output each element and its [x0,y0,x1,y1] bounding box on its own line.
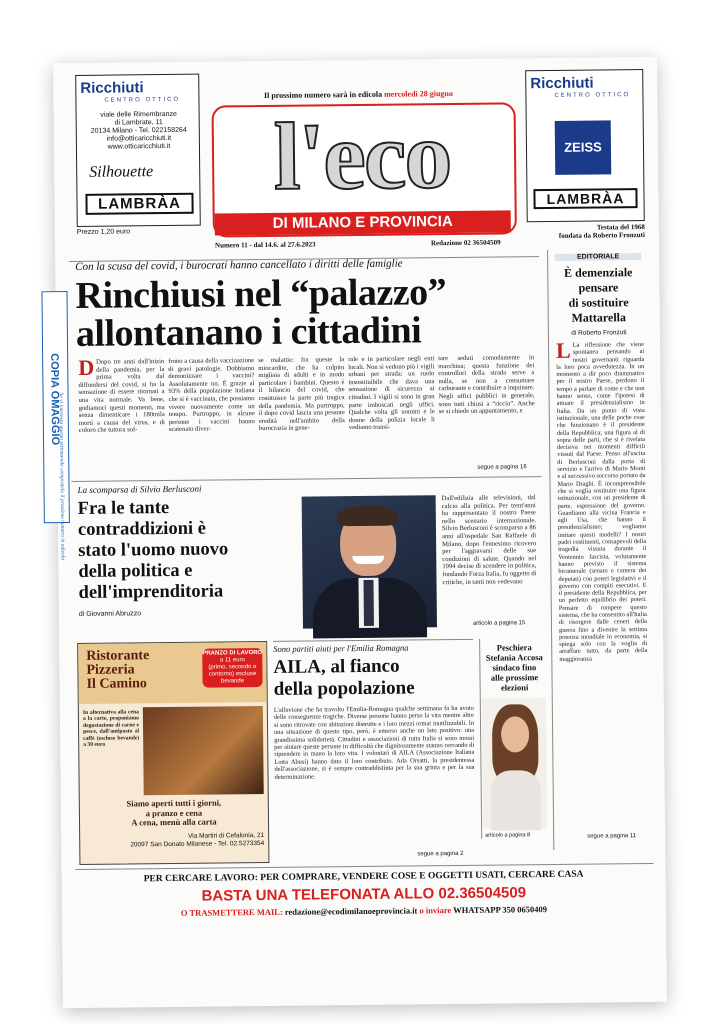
editorial-headline: È demenziale pensare di sostituire Mattarella [564,265,633,325]
berlusconi-kicker: La scomparsa di Silvio Berlusconi [77,483,202,495]
peschiera-photo [482,698,547,829]
lead-col-2: frono a causa della vaccinazione di gravi patologie. Dobbiamo demonizzare i vaccini? Assolutamente no. È grazie al 93% della popolazione italiana che si è vaccinata, che possiamo vivere nuovamente come un tempo. Purtroppo, in alcune persone i vaccini hanno scatenato diver- [168,357,255,434]
berlusconi-continue[interactable]: articolo a pagina 15 [472,620,526,627]
aila-continue[interactable]: segue a pagina 2 [417,850,464,858]
aila-headline: AILA, al fianco della popolazione [273,655,415,700]
ad-left-address3: 20134 Milano - Tel. 022158264 [90,126,187,135]
footer-whatsapp[interactable]: WHATSAPP 350 0650409 [453,904,548,916]
logo: l'eco [273,101,451,210]
berlusconi-body: Dall'edilizia alle televisioni, dal calcio alla politica. Per trent'anni ha rappresentato il nostro Paese nello scenario internazionale. Silvio Berlusconi è scomparso a 86 anni all'ospedale San Raffaele di Milano, dopo l'ennesimo ricovero per l'aggravarsi delle sue condizioni di salute. Quando nel 1994 decise di scendere in politica, fondando Forza Italia, fu oggetto di critiche, in tanti non vedevano [441,494,537,586]
ad-left-brand: Ricchiuti [80,79,144,97]
berlusconi-headline: Fra le tante contraddizioni è stato l'uomo nuovo della politica e dell'imprenditoria [77,497,229,603]
restaurant-name-3: Il Camino [86,676,147,692]
ad-left-address1: viale delle Rimembranze [100,110,177,119]
restaurant-address-1: Via Martiri di Cefalonia, 21 [188,832,265,840]
restaurant-side-text: In alternativa alla cena a la carte, proponiamo degustazione di carne e pesce, dall'antipasto al caffè (escluse bevande) a 30 euro [82,709,140,748]
editorial-continue[interactable]: segue a pagina 11 [587,833,637,840]
footer-mail[interactable]: redazione@ecodimilanoeprovincia.it [284,905,418,917]
ad-left-address2: di Lambrate, 11 [114,119,163,127]
restaurant-hours-2: a pranzo e cena [145,807,203,818]
ad-left-site: www.otticaricchiuti.it [107,142,171,151]
editorial-label: EDITORIALE [555,253,641,261]
issue-number: Numero 11 - dal 14.6. al 27.6.2023 [214,240,316,250]
lead-col-5: tare seduti comodamente in macchina; questa funzione dei controllori della strada serve a nulla, se non a consumare carburante e contribuire a inquinare. Negli uffici pubblici in generale, sono tutti chiusi a “riccio”. Anche se si chiede un appuntamento, e [438,354,535,416]
ad-ricchiuti-right[interactable] [525,69,645,222]
footer-line-1: PER CERCARE LAVORO: PER COMPRARE, VENDERE COSE E OGGETTI USATI, CERCARE CASA [143,869,584,885]
restaurant-hours-3: A cena, menù alla carta [131,816,217,828]
ad-left-email: info@otticaricchiuti.it [106,134,172,143]
lead-col-1: D Dopo tre anni dall'inizio della pandemia, per la prima volta dal diffondersi del covid, si ha la sensazione di essere ritornati a una vita normale. Va bene, godiamoci questi momenti, ma senza dimenticare i 180mila morti a causa del virus, e di coloro che tuttora sof- [78,354,165,435]
restaurant-name-1: Ristorante [86,648,150,664]
peschiera-continue[interactable]: articolo a pagina 8 [485,832,531,839]
ad-left-brand3: LAMBRÀA [85,193,193,215]
berlusconi-photo [302,495,437,628]
zeiss-logo: ZEISS [555,120,612,175]
lead-headline: Rinchiusi nel “palazzo” allontanano i cittadini [75,271,447,355]
peschiera-headline: Peschiera Stefania Accosa sindaco fino alle prossime elezioni [485,642,543,693]
restaurant-address-2: 20097 San Donato Milanese - Tel. 02.5273354 [130,839,265,848]
restaurant-name-2: Pizzeria [86,662,135,678]
lead-continue[interactable]: segue a pagina 16 [477,464,527,471]
editorial-author: di Roberto Fronzuti [571,329,627,337]
footer-line-3: O TRASMETTERE MAIL: redazione@ecodimilanoeprovincia.it o inviare WHATSAPP 350 0650409 [180,904,548,918]
ad-right-brand3: LAMBRÀA [533,188,637,209]
ad-ricchiuti-left[interactable] [75,74,201,227]
restaurant-offer: PRANZO DI LAVORO a 11 euro (primo, secondo e contorno) escluse bevande [202,648,262,688]
newspaper-page [48,57,667,1008]
ad-left-sub: CENTRO OTTICO [104,96,181,104]
restaurant-hours-1: Siamo aperti tutti i giorni, [126,797,222,809]
editorial-body: L La riflessione che viene spontanea pensando ai nostri governanti riguarda la loro poca avvedutezza. In un momento a dir poco drammatico per il nostro Paese, perdono il tempo a parlare di come e che non hanno senso, come l'ipotesi di attuare il presidenzialismo in Italia. Da un punto di vista istituzionale, una delle poche cose che funzionano è il presidente della Repubblica; una figura al di sopra delle parti, che si è rivelata decisiva nei momenti difficili vissuti dal Paese. Penso all'uscita di Berlusconi dalla porta di servizio e l'arrivo di Mario Monti e al successivo soccorso portato da Mario Draghi. È incomprensibile che si voglia sostituire una figura istituzionale, con un presidente di parte, espressione del governo. Guardiamo alla vicina Francia e agli Usa, che hanno il presidenzialismo; vogliamo imitare questi modelli? I nostri padri costituenti, consapevoli della tragedia vissuta durante il Ventennio fascista, volutamente hanno previsto il sistema bicamerale (senato e camera dei deputati) con poteri legislativi e il governo con compiti esecutivi. E il presidente della Repubblica, per un perfetto equilibrio dei poteri. Pensare di rompere questo sistema, che ha consentito all'Italia di risorgere dalle ceneri della guerra fino a divenire la settima potenza mondiale in economia, si spiega solo con la voglia di arraffare tutto, da parte della maggioranza [555,337,648,663]
ad-right-sub: CENTRO OTTICO [554,92,631,99]
berlusconi-rule [71,476,541,482]
founded: Testata del 1968 [596,223,645,232]
restaurant-photo [143,706,264,795]
founder: fondata da Roberto Fronzuti [558,231,645,240]
footer-line-2: BASTA UNA TELEFONATA ALLO 02.36504509 [201,884,527,905]
aila-body: L'alluvione che ha travolto l'Emilia-Romagna qualche settimana fa ha avuto delle conseguenze tragiche. Diverse persone hanno perso la vita mentre altre si sono ritrovate con abitazioni distrutte e i loro mezzi ormai inutilizzabili. In una situazione di questo tipo, però, è emerso anche un lato positivo: una grandissima solidarietà. Cittadini e associazioni di tutta Italia si sono mossi per aiutare queste persone in difficoltà che dignitosamente stanno cercando di riprendere in mano la loro vita. I volontari di AILA (Associazione Italiana Lotta Abusi) hanno dato il loro contributo. Ada Orsatti, la presidentessa dell'associazione, si è sempre contraddistinta per la sua grinta e per la sua determinazione. [273,704,475,781]
ad-right-brand: Ricchiuti [530,74,594,93]
next-issue: Il prossimo numero sarà in edicola mercoledì 28 giugno [263,89,453,100]
restaurant-ad[interactable] [77,641,269,865]
aila-kicker: Sono partiti aiuti per l'Emilia Romagna [273,642,409,654]
lead-kicker: Con la scusa del covid, i burocrati hanno cancellato i diritti delle famiglie [75,257,403,273]
berlusconi-author: di Giovanni Abruzzo [78,610,142,618]
redazione: Redazione 02 36504509 [430,238,501,248]
lead-col-4: rale e in particolare negli enti locali. Non si vedono più i vigili urbani per strada: un ruolo insostituibile che dava una sensazione di sicurezza ai cittadini. I vigili si sono in gran parte imboscati negli uffici. Qualche volta gli uomini e le donne della polizia locale li vediamo transi- [348,355,435,432]
ad-left-brand2: Silhouette [89,163,154,181]
subtitle: DI MILANO E PROVINCIA [215,210,511,235]
copia-omaggio-title: COPIA OMAGGIO [48,353,62,446]
copia-omaggio-note: Se vi interessa questo settimanale compratelo il prossimo numero in edicola [57,392,66,561]
price: Prezzo 1,20 euro [76,228,131,236]
lead-col-3: se malattie: fra queste la miocardite, che ha colpito migliaia di adulti e in modo particolare i bambini. Questo è il bilancio del covid, che costituisce la parte più tragica della pandemia. Ma purtroppo, il dopo covid lascia una pesante eredità nell'ambito della burocrazia in gene- [258,356,345,433]
